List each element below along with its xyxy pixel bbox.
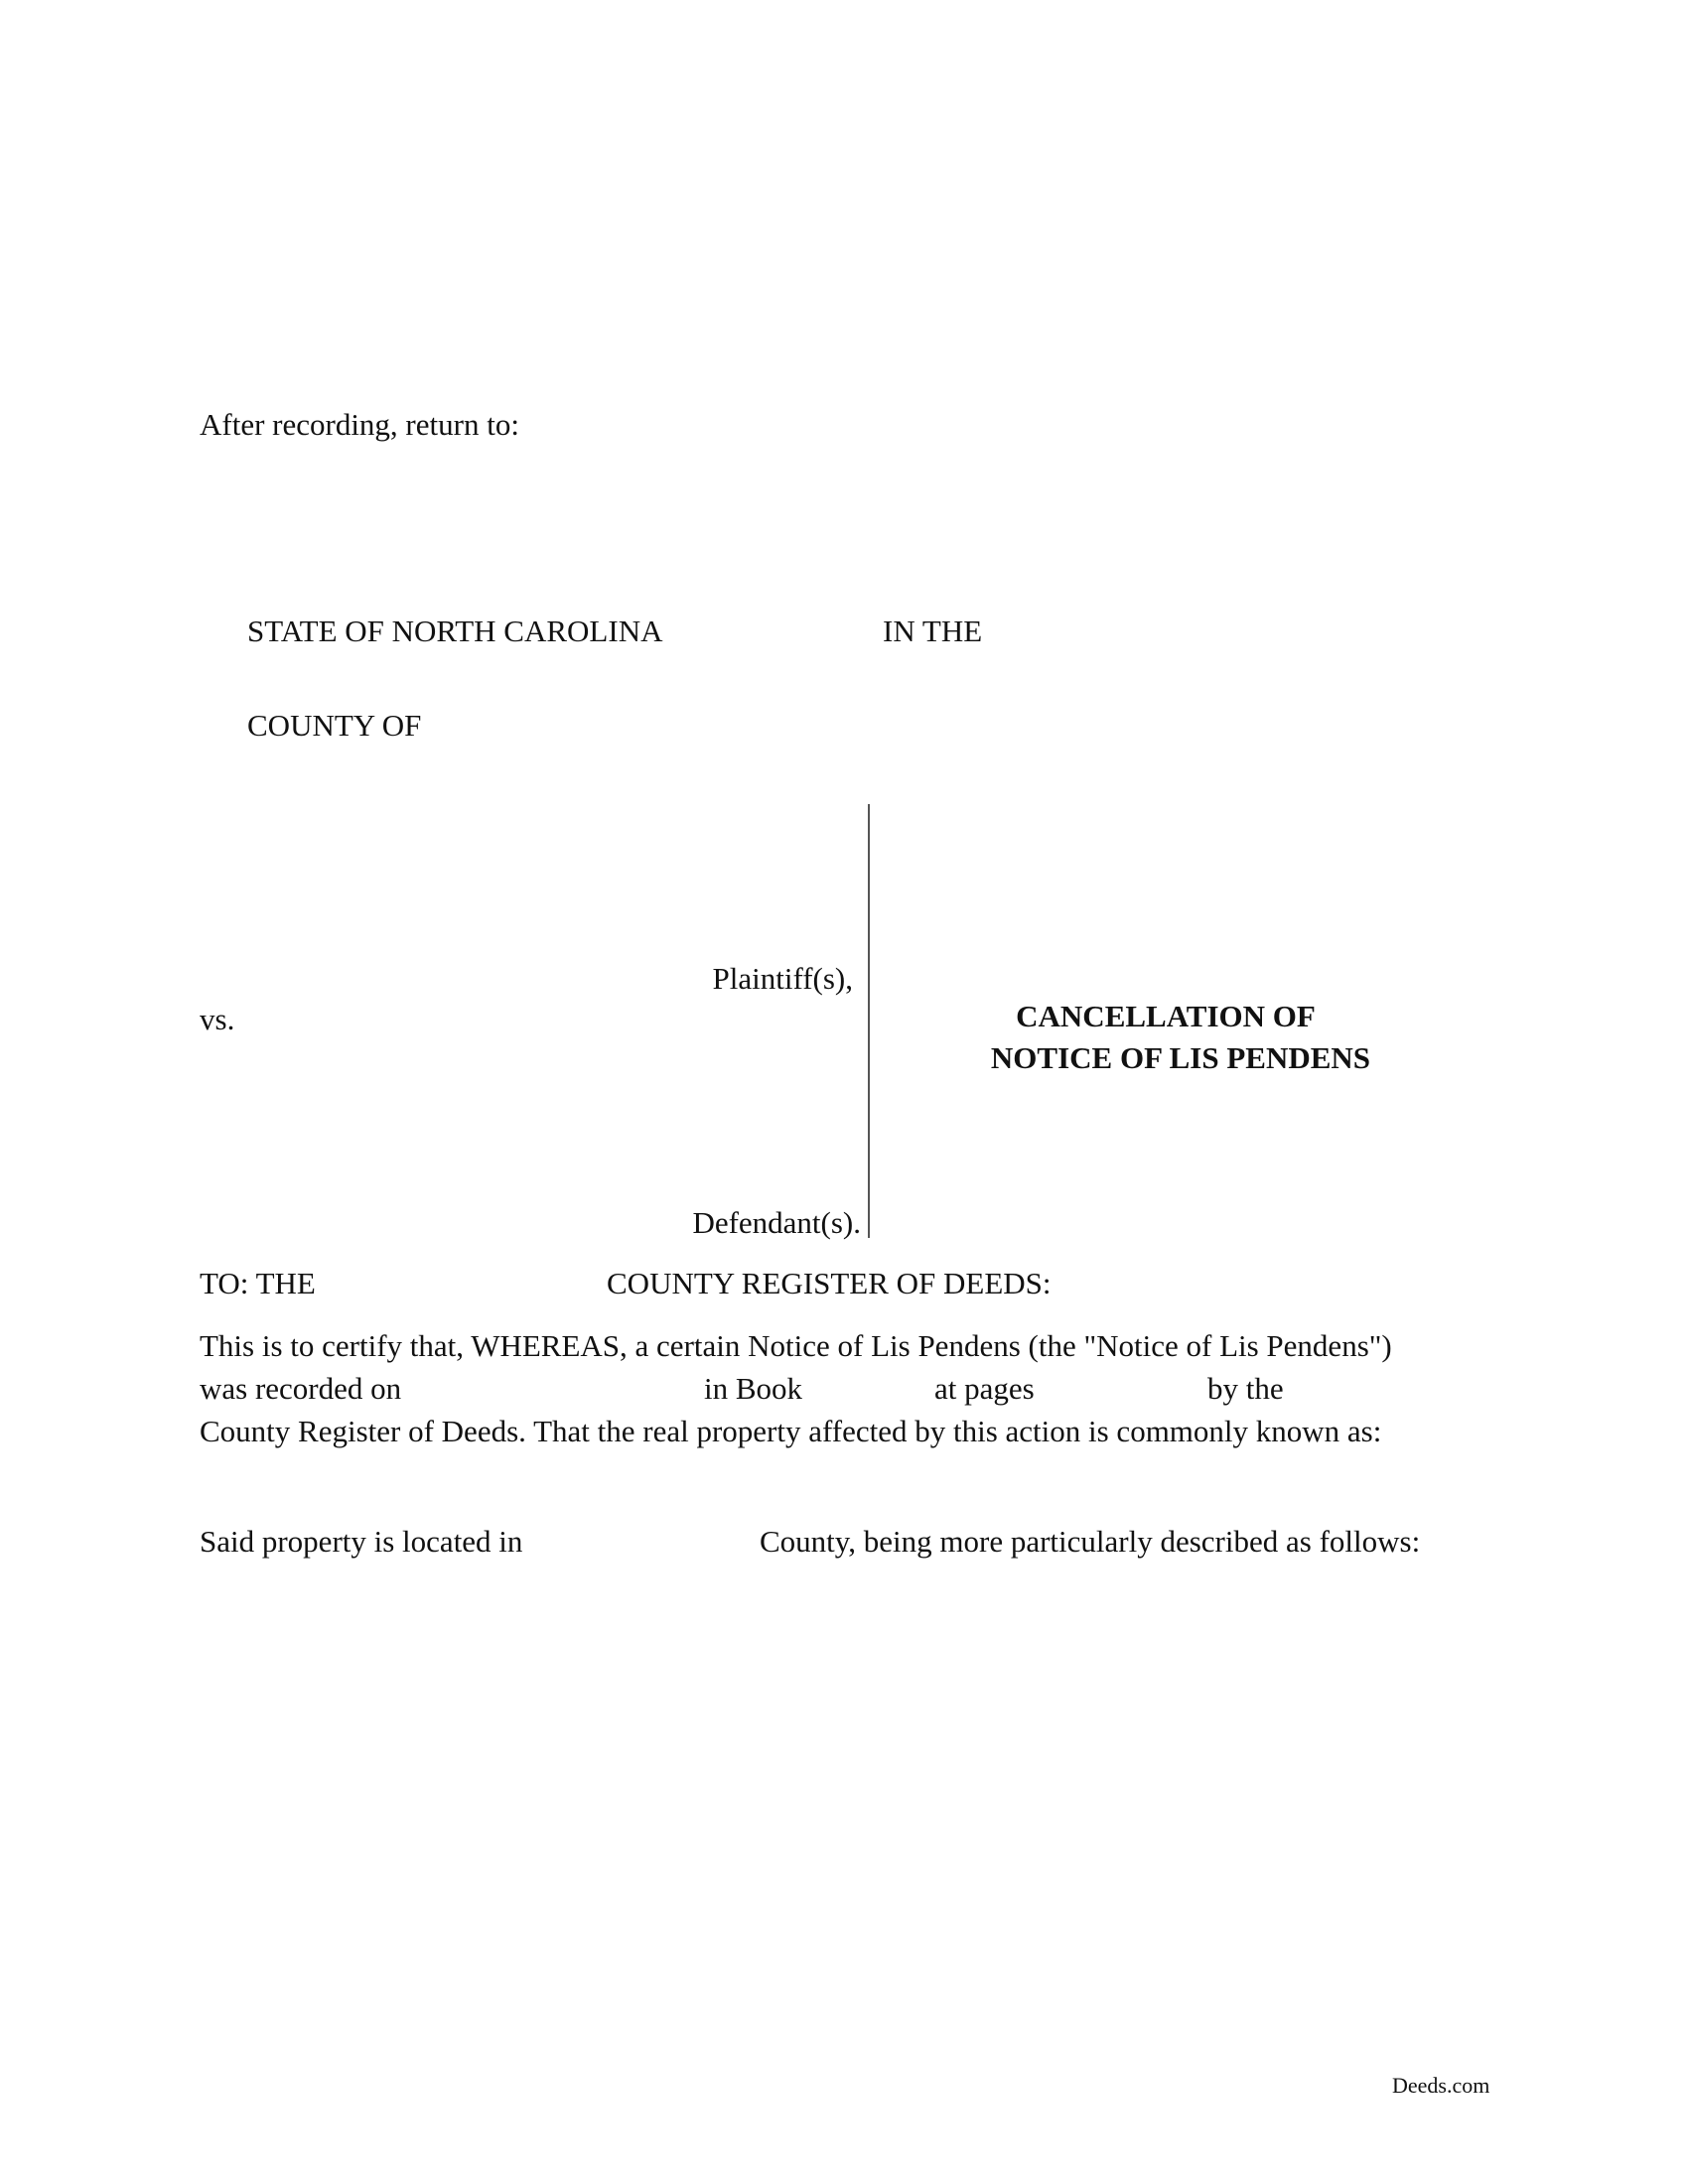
addressee-register: COUNTY REGISTER OF DEEDS: [607, 1266, 1052, 1300]
by-the-label: by the [1207, 1371, 1284, 1406]
recorded-on-label: was recorded on [200, 1371, 402, 1406]
defendant-label: Defendant(s). [692, 1205, 861, 1240]
addressee-to: TO: THE [200, 1266, 316, 1300]
property-description-label: County, being more particularly described as follows: [760, 1524, 1421, 1559]
return-to-label: After recording, return to: [200, 407, 519, 442]
vs-label: vs. [200, 1002, 235, 1036]
county-label: COUNTY OF [247, 708, 422, 743]
plaintiff-label: Plaintiff(s), [712, 961, 853, 996]
at-pages-label: at pages [934, 1371, 1035, 1406]
state-label: STATE OF NORTH CAROLINA [247, 614, 663, 648]
court-label: IN THE [883, 614, 983, 648]
property-location-label: Said property is located in [200, 1524, 523, 1559]
body-line-3: County Register of Deeds. That the real property affected by this action is commonly known as: [200, 1414, 1382, 1448]
footer-source: Deeds.com [1392, 2073, 1490, 2098]
body-line-1: This is to certify that, WHEREAS, a certain Notice of Lis Pendens (the "Notice of Lis Pendens") [200, 1328, 1392, 1363]
in-book-label: in Book [704, 1371, 803, 1406]
document-title-line2: NOTICE OF LIS PENDENS [990, 1040, 1371, 1075]
document-title-line1: CANCELLATION OF [1016, 999, 1316, 1033]
